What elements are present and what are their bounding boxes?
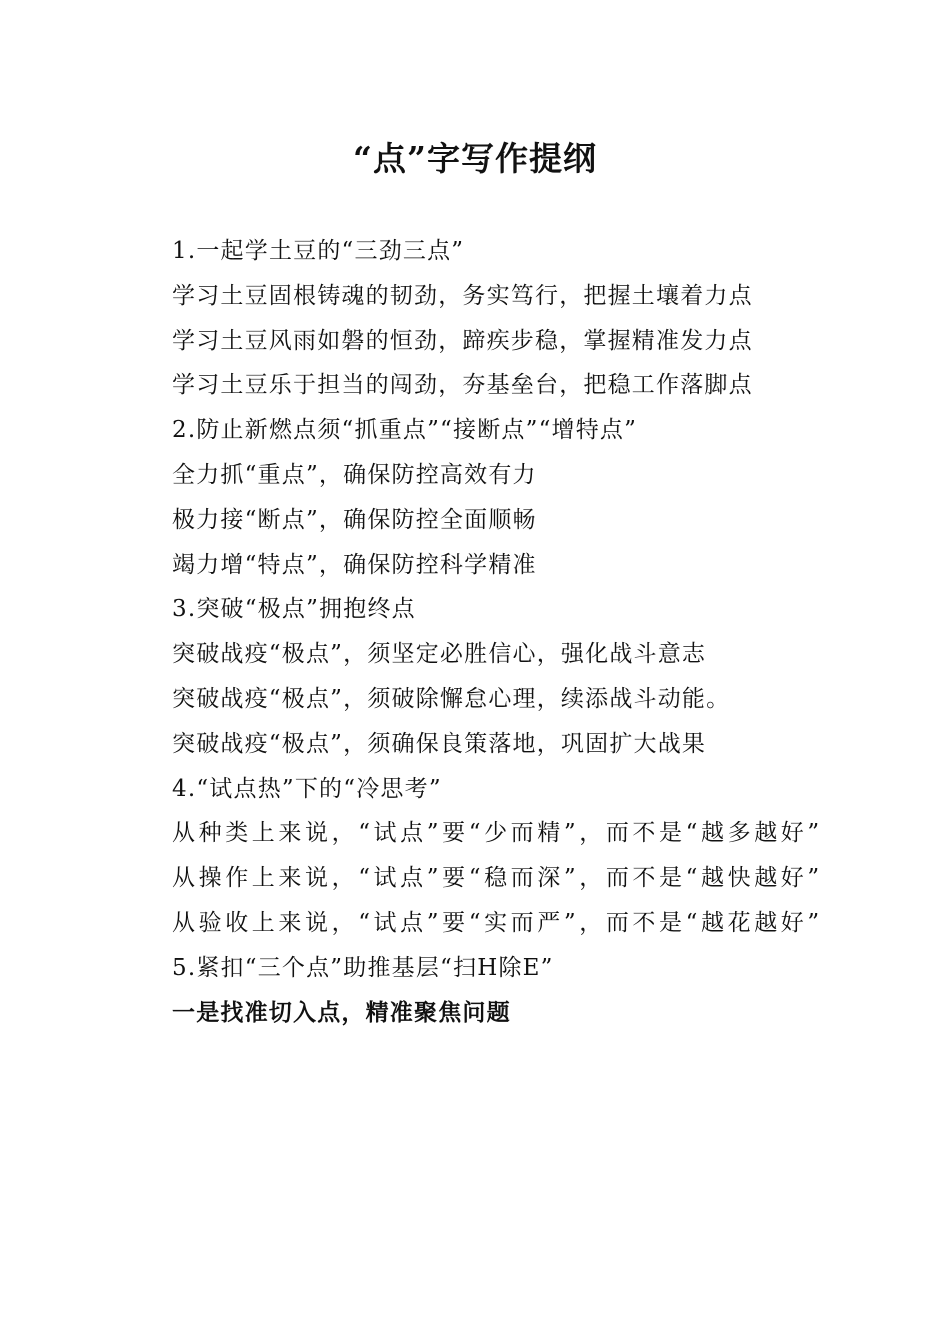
paragraph-line: 从验收上来说，“试点”要“实而严”，而不是“越花越好”: [172, 909, 823, 936]
paragraph-line: 突破战疫“极点”，须确保良策落地，巩固扩大战果: [172, 730, 707, 757]
heading-3: 3.突破“极点”拥抱终点: [172, 596, 416, 623]
paragraph-line: 学习土豆风雨如磐的恒劲，蹄疾步稳，掌握精准发力点: [172, 327, 753, 354]
paragraph-line: 从种类上来说，“试点”要“少而精”，而不是“越多越好”: [172, 820, 823, 847]
heading-2: 2.防止新燃点须“抓重点”“接断点”“增特点”: [172, 417, 638, 444]
heading-5: 5.紧扣“三个点”助推基层“扫H除E”: [172, 954, 554, 981]
paragraph-line: 竭力增“特点”，确保防控科学精准: [172, 551, 537, 578]
paragraph-line: 突破战疫“极点”，须坚定必胜信心，强化战斗意志: [172, 641, 707, 668]
paragraph-line: 学习土豆固根铸魂的韧劲，务实笃行，把握土壤着力点: [172, 282, 753, 309]
document-title: “点”字写作提纲: [353, 139, 597, 178]
heading-4: 4.“试点热”下的“冷思考”: [172, 775, 442, 802]
document-body: [120, 229, 830, 1035]
paragraph-line: 学习土豆乐于担当的闯劲，夯基垒台，把稳工作落脚点: [172, 372, 753, 399]
heading-1: 1.一起学土豆的“三劲三点”: [172, 238, 465, 264]
paragraph-line: 全力抓“重点”，确保防控高效有力: [172, 461, 537, 488]
paragraph-line: 从操作上来说，“试点”要“稳而深”，而不是“越快越好”: [172, 865, 823, 892]
paragraph-line: 突破战疫“极点”，须破除懈怠心理，续添战斗动能。: [172, 685, 731, 712]
paragraph-line: 极力接“断点”，确保防控全面顺畅: [172, 506, 537, 533]
paragraph-line-bold: 一是找准切入点，精准聚焦问题: [172, 998, 511, 1026]
